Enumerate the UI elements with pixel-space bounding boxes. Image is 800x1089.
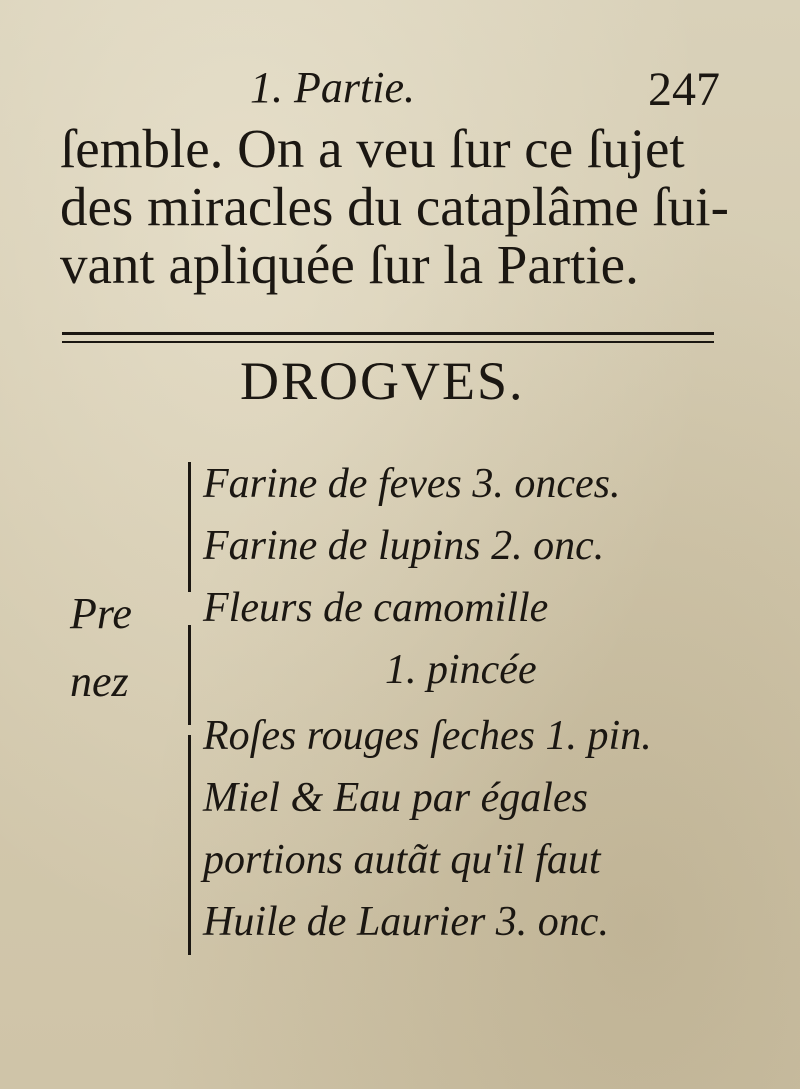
ornamental-rule bbox=[62, 332, 714, 343]
page-number: 247 bbox=[648, 63, 720, 116]
margin-note-line: Pre bbox=[70, 589, 132, 638]
part-heading: 1. Partie. bbox=[250, 63, 415, 112]
bracket-line bbox=[188, 735, 191, 955]
running-head bbox=[250, 62, 720, 122]
ingredient-line: 1. pincée bbox=[385, 647, 537, 693]
body-paragraph bbox=[60, 120, 740, 294]
ingredient-line: portions autãt qu'il faut bbox=[203, 837, 601, 883]
ingredient-line: Huile de Laurier 3. onc. bbox=[203, 899, 609, 945]
ingredient-line: Miel & Eau par égales bbox=[203, 775, 588, 821]
margin-note-line: nez bbox=[70, 657, 129, 706]
ingredient-line: Fleurs de camomille bbox=[203, 585, 549, 631]
bracket-line bbox=[188, 462, 191, 592]
ingredient-line: Roſes rouges ſeches 1. pin. bbox=[203, 713, 652, 759]
body-line: ſemble. On a veu ſur ce ſujet bbox=[60, 118, 685, 179]
ingredient-line: Farine de lupins 2. onc. bbox=[203, 523, 605, 569]
bracket-line bbox=[188, 625, 191, 725]
ingredient-line: Farine de feves 3. onces. bbox=[203, 461, 621, 507]
section-title: DROGVES. bbox=[240, 351, 525, 411]
body-line: vant apliquée ſur la Partie. bbox=[60, 234, 639, 295]
body-line: des miracles du cataplâme ſui- bbox=[60, 176, 729, 237]
